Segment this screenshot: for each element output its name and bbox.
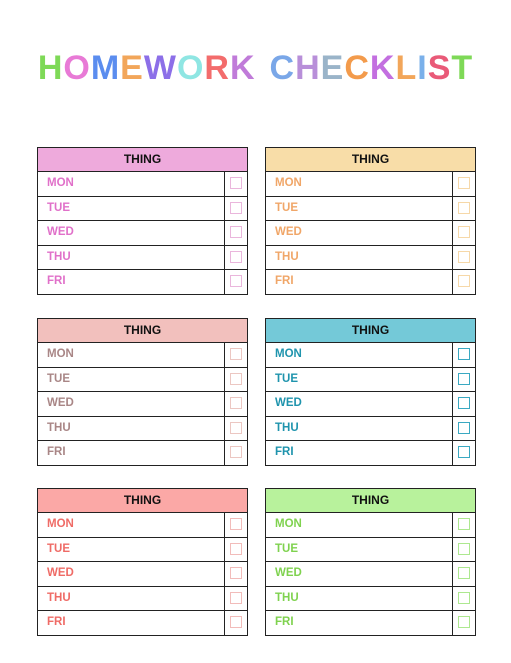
checkbox[interactable]	[230, 177, 242, 189]
day-label: THU	[38, 587, 225, 611]
checkbox-cell	[453, 513, 475, 537]
checklist-row	[266, 270, 475, 294]
checkbox[interactable]	[458, 251, 470, 263]
card-header: THING	[266, 489, 475, 513]
checklist-row	[38, 538, 247, 563]
checkbox[interactable]	[458, 518, 470, 530]
day-label: FRI	[266, 441, 453, 465]
title-letter: E	[320, 49, 345, 87]
title-letter: T	[451, 49, 474, 87]
checkbox[interactable]	[458, 226, 470, 238]
checklist-row	[38, 197, 247, 222]
day-label: TUE	[266, 368, 453, 392]
card-header: THING	[38, 148, 247, 172]
day-label: TUE	[266, 538, 453, 562]
card-header: THING	[266, 319, 475, 343]
checklist-row	[38, 513, 247, 538]
card-header: THING	[38, 489, 247, 513]
day-label: MON	[266, 172, 453, 196]
title-letter: C	[269, 49, 296, 87]
checklist-row	[38, 221, 247, 246]
checkbox[interactable]	[230, 348, 242, 360]
day-label: THU	[38, 246, 225, 270]
title-letter: O	[63, 49, 91, 87]
checkbox[interactable]	[230, 397, 242, 409]
day-label: MON	[266, 343, 453, 367]
title-letter: I	[417, 49, 428, 87]
checklist-row	[266, 172, 475, 197]
checkbox-cell	[453, 562, 475, 586]
title-letter: S	[427, 49, 452, 87]
day-label: WED	[38, 392, 225, 416]
checklist-row	[38, 246, 247, 271]
checklist-row	[38, 343, 247, 368]
day-label: MON	[38, 172, 225, 196]
day-label: WED	[266, 562, 453, 586]
checkbox-cell	[225, 441, 247, 465]
checkbox-cell	[453, 368, 475, 392]
day-label: WED	[266, 392, 453, 416]
checklist-row	[266, 587, 475, 612]
day-label: FRI	[38, 611, 225, 635]
page-title	[0, 48, 511, 88]
checklist-row	[266, 197, 475, 222]
checkbox-cell	[453, 221, 475, 245]
title-letter: E	[120, 49, 144, 87]
checkbox-cell	[225, 417, 247, 441]
day-label: FRI	[38, 270, 225, 294]
checklist-row	[266, 441, 475, 465]
checkbox[interactable]	[458, 422, 470, 434]
checklist-row	[266, 417, 475, 442]
checklist-row	[38, 562, 247, 587]
checklist-card	[265, 488, 476, 636]
checkbox[interactable]	[230, 543, 242, 555]
day-label: TUE	[266, 197, 453, 221]
day-label: WED	[266, 221, 453, 245]
checklist-row	[266, 611, 475, 635]
checkbox[interactable]	[230, 202, 242, 214]
checkbox-cell	[453, 587, 475, 611]
title-letter: L	[395, 49, 418, 87]
checklist-row	[266, 562, 475, 587]
checkbox[interactable]	[458, 275, 470, 287]
checkbox-cell	[225, 368, 247, 392]
checklist-row	[266, 221, 475, 246]
title-letter: M	[90, 49, 121, 87]
day-label: THU	[266, 587, 453, 611]
title-letter: K	[229, 49, 256, 87]
checklist-row	[38, 611, 247, 635]
card-header: THING	[38, 319, 247, 343]
checklist-row	[38, 587, 247, 612]
day-label: WED	[38, 221, 225, 245]
day-label: FRI	[38, 441, 225, 465]
checkbox-cell	[453, 417, 475, 441]
checkbox[interactable]	[458, 567, 470, 579]
checklist-card	[37, 318, 248, 466]
checklist-card	[265, 147, 476, 295]
checkbox-cell	[225, 246, 247, 270]
day-label: MON	[38, 343, 225, 367]
checklist-row	[38, 270, 247, 294]
checkbox[interactable]	[458, 446, 470, 458]
day-label: TUE	[38, 197, 225, 221]
checkbox[interactable]	[230, 251, 242, 263]
checkbox[interactable]	[458, 592, 470, 604]
checklist-row	[38, 368, 247, 393]
checklist-row	[38, 441, 247, 465]
day-label: MON	[266, 513, 453, 537]
checkbox-cell	[453, 246, 475, 270]
title-letter: H	[295, 49, 321, 87]
checkbox-cell	[225, 611, 247, 635]
checkbox-cell	[225, 221, 247, 245]
day-label: TUE	[38, 538, 225, 562]
title-letter: K	[369, 49, 396, 87]
checkbox-cell	[453, 538, 475, 562]
title-letter: C	[344, 49, 370, 87]
checkbox[interactable]	[230, 422, 242, 434]
checkbox-cell	[453, 611, 475, 635]
day-label: THU	[266, 246, 453, 270]
checklist-row	[266, 513, 475, 538]
checkbox-cell	[225, 270, 247, 294]
checklist-row	[38, 172, 247, 197]
checkbox-cell	[225, 343, 247, 367]
checkbox[interactable]	[230, 226, 242, 238]
checklist-row	[266, 368, 475, 393]
checklist-card	[265, 318, 476, 466]
checklist-card	[37, 488, 248, 636]
checkbox-cell	[225, 197, 247, 221]
checkbox-cell	[225, 392, 247, 416]
checklist-card	[37, 147, 248, 295]
checklist-row	[266, 343, 475, 368]
checkbox[interactable]	[458, 177, 470, 189]
day-label: MON	[38, 513, 225, 537]
title-letter: O	[176, 49, 205, 87]
checkbox[interactable]	[230, 518, 242, 530]
day-label: WED	[38, 562, 225, 586]
checkbox-cell	[453, 270, 475, 294]
checkbox[interactable]	[230, 446, 242, 458]
checkbox-cell	[453, 392, 475, 416]
checkbox[interactable]	[230, 275, 242, 287]
card-header: THING	[266, 148, 475, 172]
checkbox[interactable]	[458, 202, 470, 214]
checkbox[interactable]	[458, 348, 470, 360]
checkbox[interactable]	[230, 616, 242, 628]
checkbox[interactable]	[230, 567, 242, 579]
checklist-row	[266, 538, 475, 563]
checkbox[interactable]	[230, 373, 242, 385]
checkbox-cell	[453, 172, 475, 196]
checkbox-cell	[453, 441, 475, 465]
checkbox-cell	[225, 562, 247, 586]
day-label: TUE	[38, 368, 225, 392]
checkbox[interactable]	[458, 543, 470, 555]
day-label: FRI	[266, 270, 453, 294]
checkbox-cell	[453, 343, 475, 367]
title-letter: R	[204, 49, 230, 87]
title-letter: H	[37, 49, 64, 87]
checkbox-cell	[225, 513, 247, 537]
checkbox[interactable]	[458, 397, 470, 409]
day-label: THU	[266, 417, 453, 441]
checkbox-cell	[225, 538, 247, 562]
title-letter: W	[143, 49, 177, 87]
checkbox[interactable]	[458, 373, 470, 385]
checkbox[interactable]	[458, 616, 470, 628]
checklist-row	[38, 392, 247, 417]
checkbox-cell	[453, 197, 475, 221]
checklist-row	[266, 246, 475, 271]
checkbox[interactable]	[230, 592, 242, 604]
checkbox-cell	[225, 587, 247, 611]
day-label: THU	[38, 417, 225, 441]
checklist-row	[266, 392, 475, 417]
checklist-row	[38, 417, 247, 442]
day-label: FRI	[266, 611, 453, 635]
checkbox-cell	[225, 172, 247, 196]
